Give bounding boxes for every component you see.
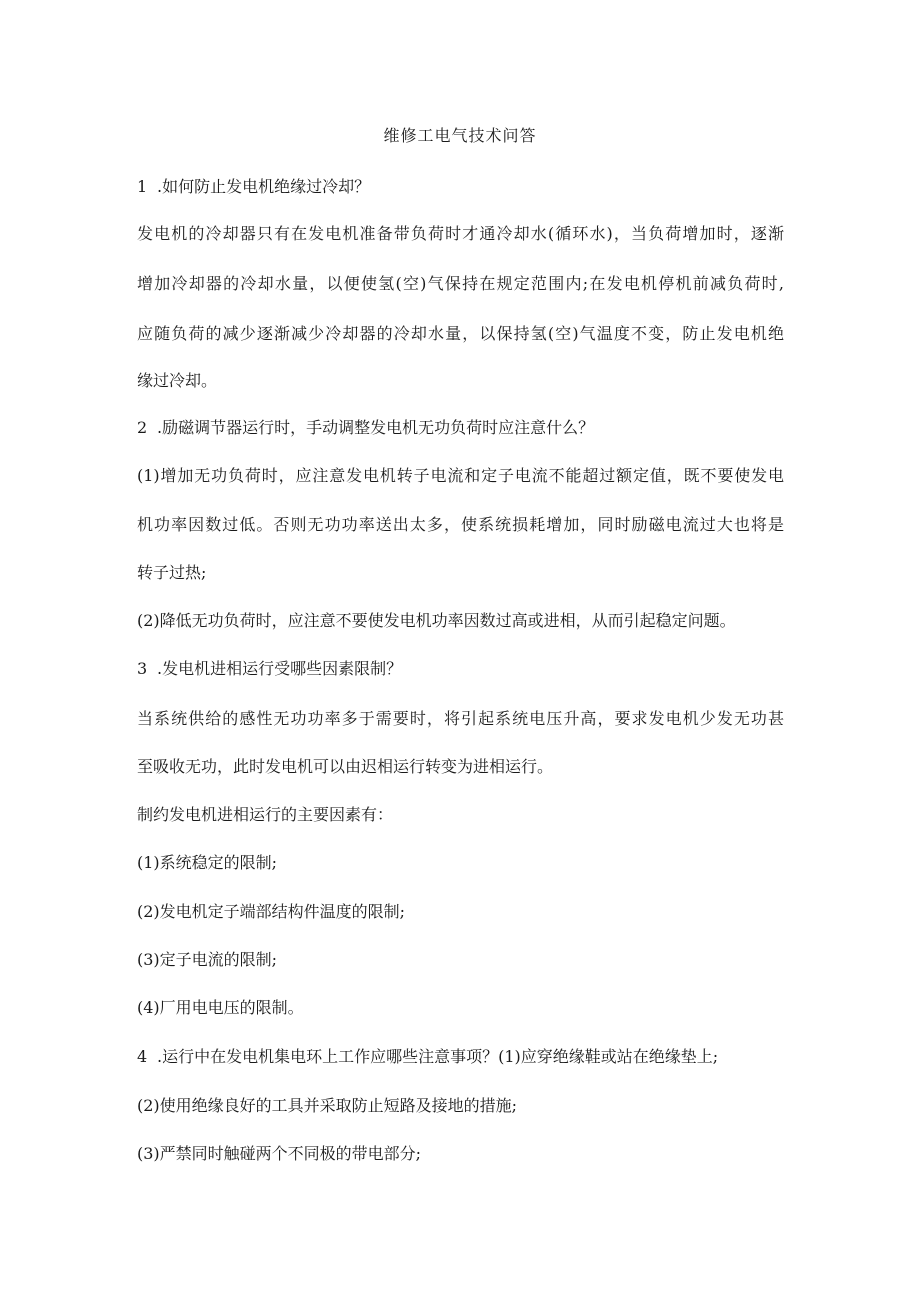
paragraph-line: 发电机的冷却器只有在发电机准备带负荷时才通冷却水(循环水)，当负荷增加时，逐渐 [137, 224, 784, 243]
question-text: .如何防止发电机绝缘过冷却？ [157, 177, 371, 196]
list-item: (2)发电机定子端部结构件温度的限制; [137, 902, 406, 921]
question-number: 3 [137, 659, 148, 678]
question-4 [137, 1045, 718, 1069]
list-item: (4)厂用电电压的限制。 [137, 998, 304, 1017]
paragraph-line: 至吸收无功，此时发电机可以由迟相运行转变为进相运行。 [137, 757, 554, 776]
paragraph-line: 当系统供给的感性无功功率多于需要时，将引起系统电压升高，要求发电机少发无功甚 [137, 709, 784, 728]
question-number: 1 [137, 177, 148, 196]
document-title: 维修工电气技术问答 [383, 126, 537, 145]
paragraph-line: (1)增加无功负荷时，应注意发电机转子电流和定子电流不能超过额定值，既不要使发电 [137, 466, 784, 485]
paragraph-line: 机功率因数过低。否则无功功率送出太多，使系统损耗增加，同时励磁电流过大也将是 [137, 515, 784, 534]
question-text: .励磁调节器运行时，手动调整发电机无功负荷时应注意什么？ [157, 418, 595, 437]
list-item: (2)使用绝缘良好的工具并采取防止短路及接地的措施; [137, 1096, 518, 1115]
paragraph-line: 增加冷却器的冷却水量，以便使氢(空)气保持在规定范围内;在发电机停机前减负荷时, [137, 274, 784, 293]
paragraph-line: 制约发电机进相运行的主要因素有： [137, 805, 394, 824]
question-2 [137, 416, 594, 440]
question-3 [137, 657, 402, 681]
question-text: .发电机进相运行受哪些因素限制？ [157, 659, 403, 678]
question-number: 4 [137, 1047, 148, 1066]
paragraph-line: 应随负荷的减少逐渐减少冷却器的冷却水量，以保持氢(空)气温度不变，防止发电机绝 [137, 324, 784, 343]
paragraph-line: (2)降低无功负荷时，应注意不要使发电机功率因数过高或进相，从而引起稳定问题。 [137, 611, 736, 630]
list-item: (3)定子电流的限制; [137, 950, 278, 969]
paragraph-line: 缘过冷却。 [137, 371, 218, 390]
list-item: (1)系统稳定的限制; [137, 853, 278, 872]
question-number: 2 [137, 418, 148, 437]
question-1 [137, 175, 370, 199]
paragraph-line: 转子过热; [137, 563, 207, 582]
question-text: .运行中在发电机集电环上工作应哪些注意事项？(1)应穿绝缘鞋或站在绝缘垫上; [157, 1047, 719, 1066]
list-item: (3)严禁同时触碰两个不同极的带电部分; [137, 1144, 422, 1163]
